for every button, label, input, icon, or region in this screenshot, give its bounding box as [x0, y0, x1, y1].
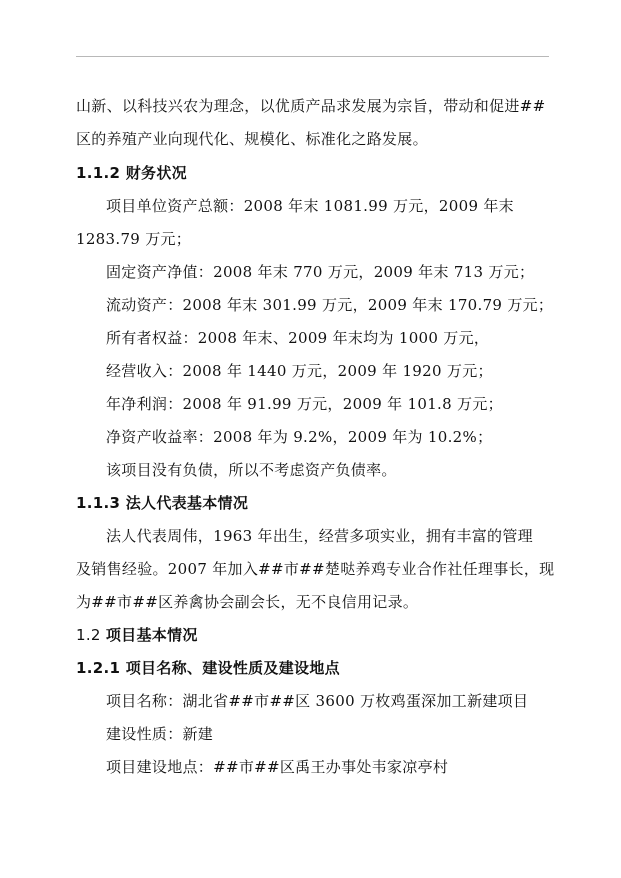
heading-1-2-1: 1.2.1 项目名称、建设性质及建设地点	[76, 659, 340, 677]
fixed-assets-line: 固定资产净值：2008 年末 770 万元，2009 年末 713 万元；	[106, 263, 535, 281]
heading-1-2-title: 项目基本情况	[105, 626, 198, 644]
heading-1-1-3: 1.1.3 法人代表基本情况	[76, 494, 249, 512]
construction-nature-line: 建设性质：新建	[106, 725, 214, 743]
legal-rep-line-2: 及销售经验。2007 年加入##市##楚哒养鸡专业合作社任理事长，现	[76, 560, 555, 578]
net-profit-line: 年净利润：2008 年 91.99 万元，2009 年 101.8 万元；	[106, 395, 503, 413]
heading-1-2-number: 1.2	[76, 626, 101, 644]
intro-line-1: 山新、以科技兴农为理念，以优质产品求发展为宗旨，带动和促进##	[76, 97, 546, 115]
project-name-line: 项目名称：湖北省##市##区 3600 万枚鸡蛋深加工新建项目	[106, 692, 529, 710]
total-assets-line-2: 1283.79 万元；	[76, 230, 192, 248]
legal-rep-line-3: 为##市##区养禽协会副会长，无不良信用记录。	[76, 593, 419, 611]
current-assets-line: 流动资产：2008 年末 301.99 万元，2009 年末 170.79 万元；	[106, 296, 554, 314]
heading-1-2	[76, 625, 198, 645]
owner-equity-line: 所有者权益：2008 年末、2009 年末均为 1000 万元，	[106, 329, 490, 347]
heading-1-1-2: 1.1.2 财务状况	[76, 164, 187, 182]
no-debt-line: 该项目没有负债，所以不考虑资产负债率。	[106, 461, 397, 479]
project-location-line: 项目建设地点：##市##区禹王办事处韦家凉亭村	[106, 758, 449, 776]
roe-line: 净资产收益率：2008 年为 9.2%，2009 年为 10.2%；	[106, 428, 493, 446]
intro-line-2: 区的养殖产业向现代化、规模化、标准化之路发展。	[76, 130, 428, 148]
total-assets-line-1: 项目单位资产总额：2008 年末 1081.99 万元，2009 年末	[106, 197, 514, 215]
revenue-line: 经营收入：2008 年 1440 万元，2009 年 1920 万元；	[106, 362, 493, 380]
header-rule	[76, 56, 549, 57]
legal-rep-line-1: 法人代表周伟，1963 年出生，经营多项实业，拥有丰富的管理	[106, 527, 533, 545]
